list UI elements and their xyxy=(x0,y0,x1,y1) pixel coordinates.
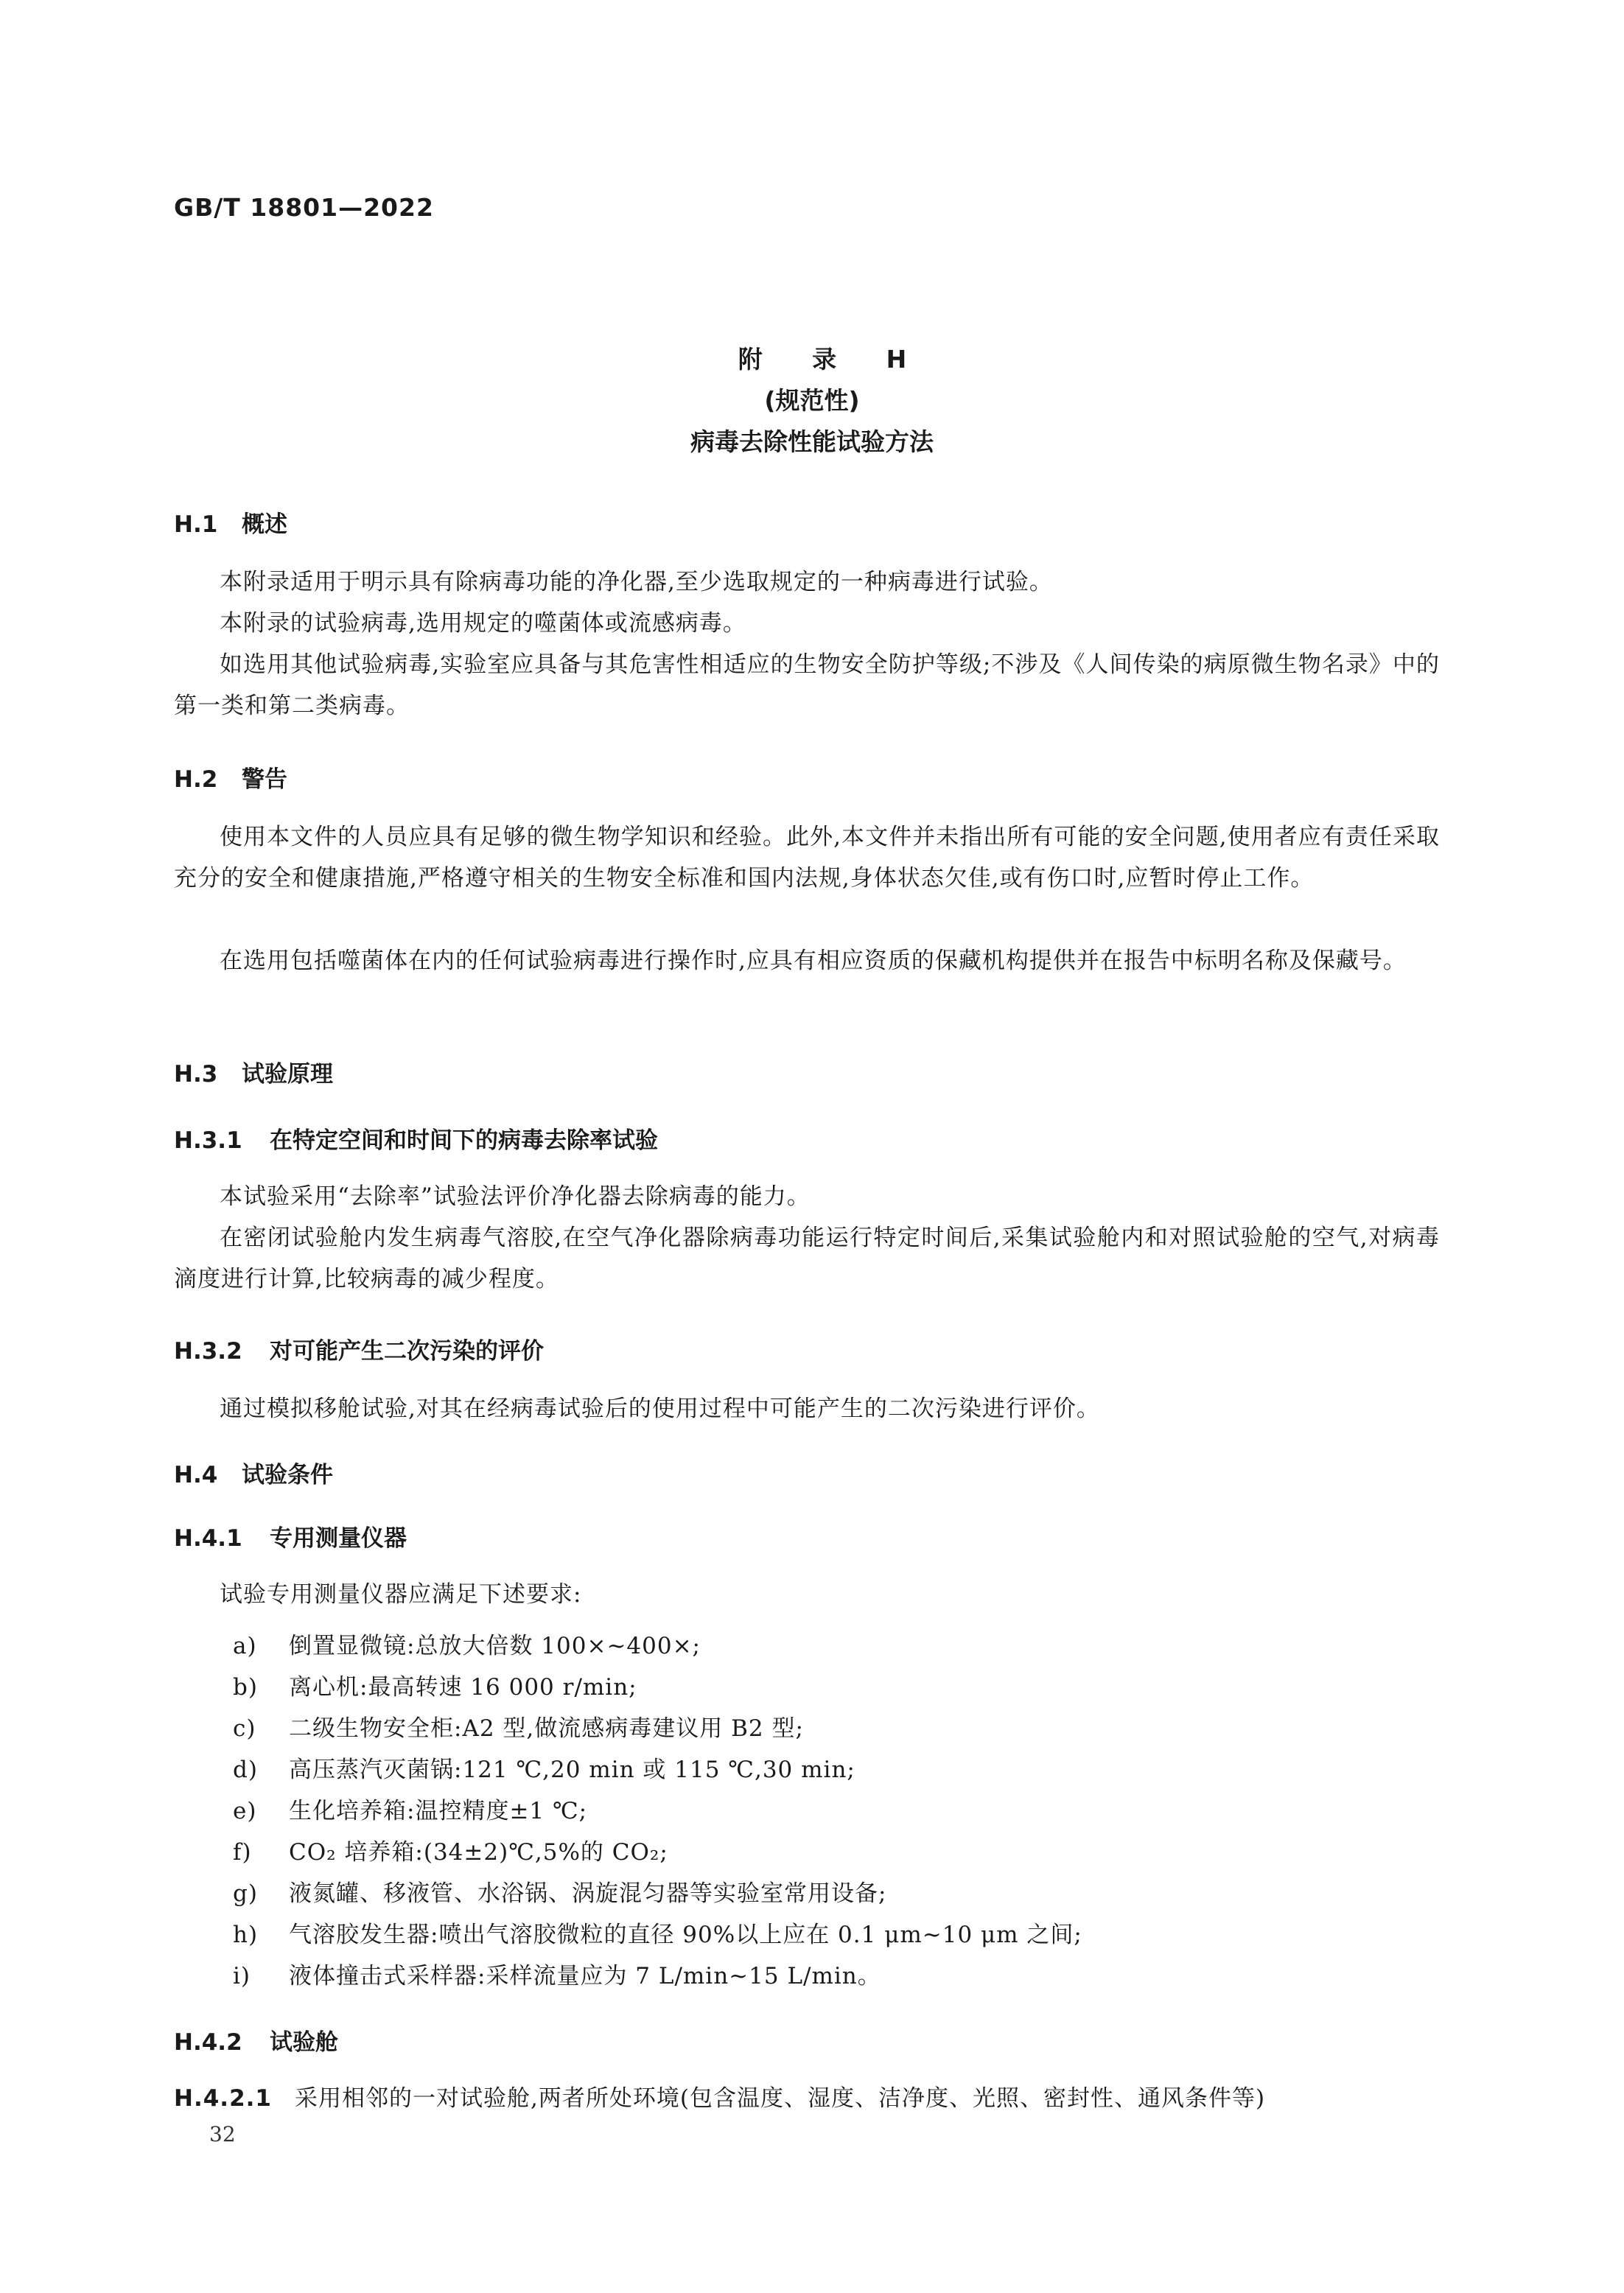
section-number: H.2 xyxy=(174,766,218,793)
paragraph: 使用本文件的人员应具有足够的微生物学知识和经验。此外,本文件并未指出所有可能的安全问题,使用者应有责任采取充分的安全和健康措施,严格遵守相关的生物安全标准和国内法规,身体状态欠佳,或有伤口时,应暂时停止工作。 xyxy=(174,824,1440,892)
section-title: 对可能产生二次污染的评价 xyxy=(270,1338,544,1365)
section-heading-h2 xyxy=(174,760,287,794)
section-number: H.3.2 xyxy=(174,1338,242,1365)
list-marker: i) xyxy=(233,1963,251,1989)
list-item xyxy=(233,1751,855,1784)
annex-type: (规范性) xyxy=(764,386,860,415)
section-title: 试验舱 xyxy=(270,2029,338,2056)
section-heading-h1 xyxy=(174,505,287,539)
list-item xyxy=(233,1709,804,1743)
list-item xyxy=(233,1916,1082,1949)
list-text: 离心机:最高转速 16 000 r/min; xyxy=(289,1674,637,1701)
list-text: 高压蒸汽灭菌锅:121 ℃,20 min 或 115 ℃,30 min; xyxy=(289,1757,855,1783)
list-text: CO₂ 培养箱:(34±2)℃,5%的 CO₂; xyxy=(289,1839,668,1866)
paragraph: 在选用包括噬菌体在内的任何试验病毒进行操作时,应具有相应资质的保藏机构提供并在报告中标明名称及保藏号。 xyxy=(220,948,1407,974)
clause-text: 采用相邻的一对试验舱,两者所处环境(包含温度、湿度、洁净度、光照、密封性、通风条件等) xyxy=(295,2085,1266,2112)
list-text: 二级生物安全柜:A2 型,做流感病毒建议用 B2 型; xyxy=(289,1715,804,1742)
list-marker: c) xyxy=(233,1715,256,1742)
list-marker: g) xyxy=(233,1880,258,1907)
section-title: 在特定空间和时间下的病毒去除率试验 xyxy=(270,1127,658,1154)
list-item xyxy=(233,1792,587,1825)
section-title: 试验原理 xyxy=(242,1061,333,1088)
list-marker: h) xyxy=(233,1922,259,1948)
list-marker: a) xyxy=(233,1633,257,1659)
list-marker: d) xyxy=(233,1757,258,1783)
list-marker: e) xyxy=(233,1798,257,1824)
list-item xyxy=(233,1627,701,1660)
list-item xyxy=(233,1668,637,1701)
annex-label: 附 录 H xyxy=(738,345,928,374)
paragraph: 本附录适用于明示具有除病毒功能的净化器,至少选取规定的一种病毒进行试验。 xyxy=(220,569,1053,595)
paragraph: 本试验采用“去除率”试验法评价净化器去除病毒的能力。 xyxy=(220,1183,811,1210)
list-text: 气溶胶发生器:喷出气溶胶微粒的直径 90%以上应在 0.1 μm~10 μm 之间; xyxy=(289,1922,1082,1948)
list-text: 液氮罐、移液管、水浴锅、涡旋混匀器等实验室常用设备; xyxy=(289,1880,887,1907)
list-item xyxy=(233,1957,881,1990)
section-heading-h4 xyxy=(174,1456,333,1489)
clause-h4-2-1 xyxy=(174,2079,1440,2112)
paragraph: 如选用其他试验病毒,实验室应具备与其危害性相适应的生物安全防护等级;不涉及《人间传染的病原微生物名录》中的第一类和第二类病毒。 xyxy=(174,651,1440,719)
section-heading-h3-2 xyxy=(174,1332,544,1365)
paragraph: 试验专用测量仪器应满足下述要求: xyxy=(220,1581,582,1608)
clause-number: H.4.2.1 xyxy=(174,2085,272,2112)
section-title: 警告 xyxy=(242,766,287,793)
list-item xyxy=(233,1874,886,1908)
section-number: H.1 xyxy=(174,511,218,538)
section-title: 专用测量仪器 xyxy=(270,1525,407,1552)
list-text: 生化培养箱:温控精度±1 ℃; xyxy=(289,1798,588,1824)
list-text: 倒置显微镜:总放大倍数 100×~400×; xyxy=(289,1633,701,1659)
section-number: H.4.1 xyxy=(174,1525,242,1552)
list-item xyxy=(233,1833,668,1866)
standard-code: GB/T 18801—2022 xyxy=(174,193,434,222)
paragraph: 本附录的试验病毒,选用规定的噬菌体或流感病毒。 xyxy=(220,610,746,637)
section-heading-h4-2 xyxy=(174,2023,338,2056)
section-number: H.3.1 xyxy=(174,1127,242,1154)
section-number: H.3 xyxy=(174,1061,218,1088)
list-text: 液体撞击式采样器:采样流量应为 7 L/min~15 L/min。 xyxy=(289,1963,881,1989)
section-title: 概述 xyxy=(242,511,287,538)
annex-title: 病毒去除性能试验方法 xyxy=(690,427,934,456)
section-heading-h3 xyxy=(174,1055,333,1088)
section-number: H.4.2 xyxy=(174,2029,242,2056)
paragraph: 在密闭试验舱内发生病毒气溶胶,在空气净化器除病毒功能运行特定时间后,采集试验舱内和对照试验舱的空气,对病毒滴度进行计算,比较病毒的减少程度。 xyxy=(174,1225,1440,1292)
page-number: 32 xyxy=(209,2122,236,2146)
section-heading-h4-1 xyxy=(174,1519,407,1552)
list-marker: f) xyxy=(233,1839,252,1866)
section-title: 试验条件 xyxy=(242,1462,333,1488)
list-marker: b) xyxy=(233,1674,258,1701)
section-heading-h3-1 xyxy=(174,1121,658,1155)
section-number: H.4 xyxy=(174,1462,218,1488)
paragraph: 通过模拟移舱试验,对其在经病毒试验后的使用过程中可能产生的二次污染进行评价。 xyxy=(220,1396,1100,1422)
